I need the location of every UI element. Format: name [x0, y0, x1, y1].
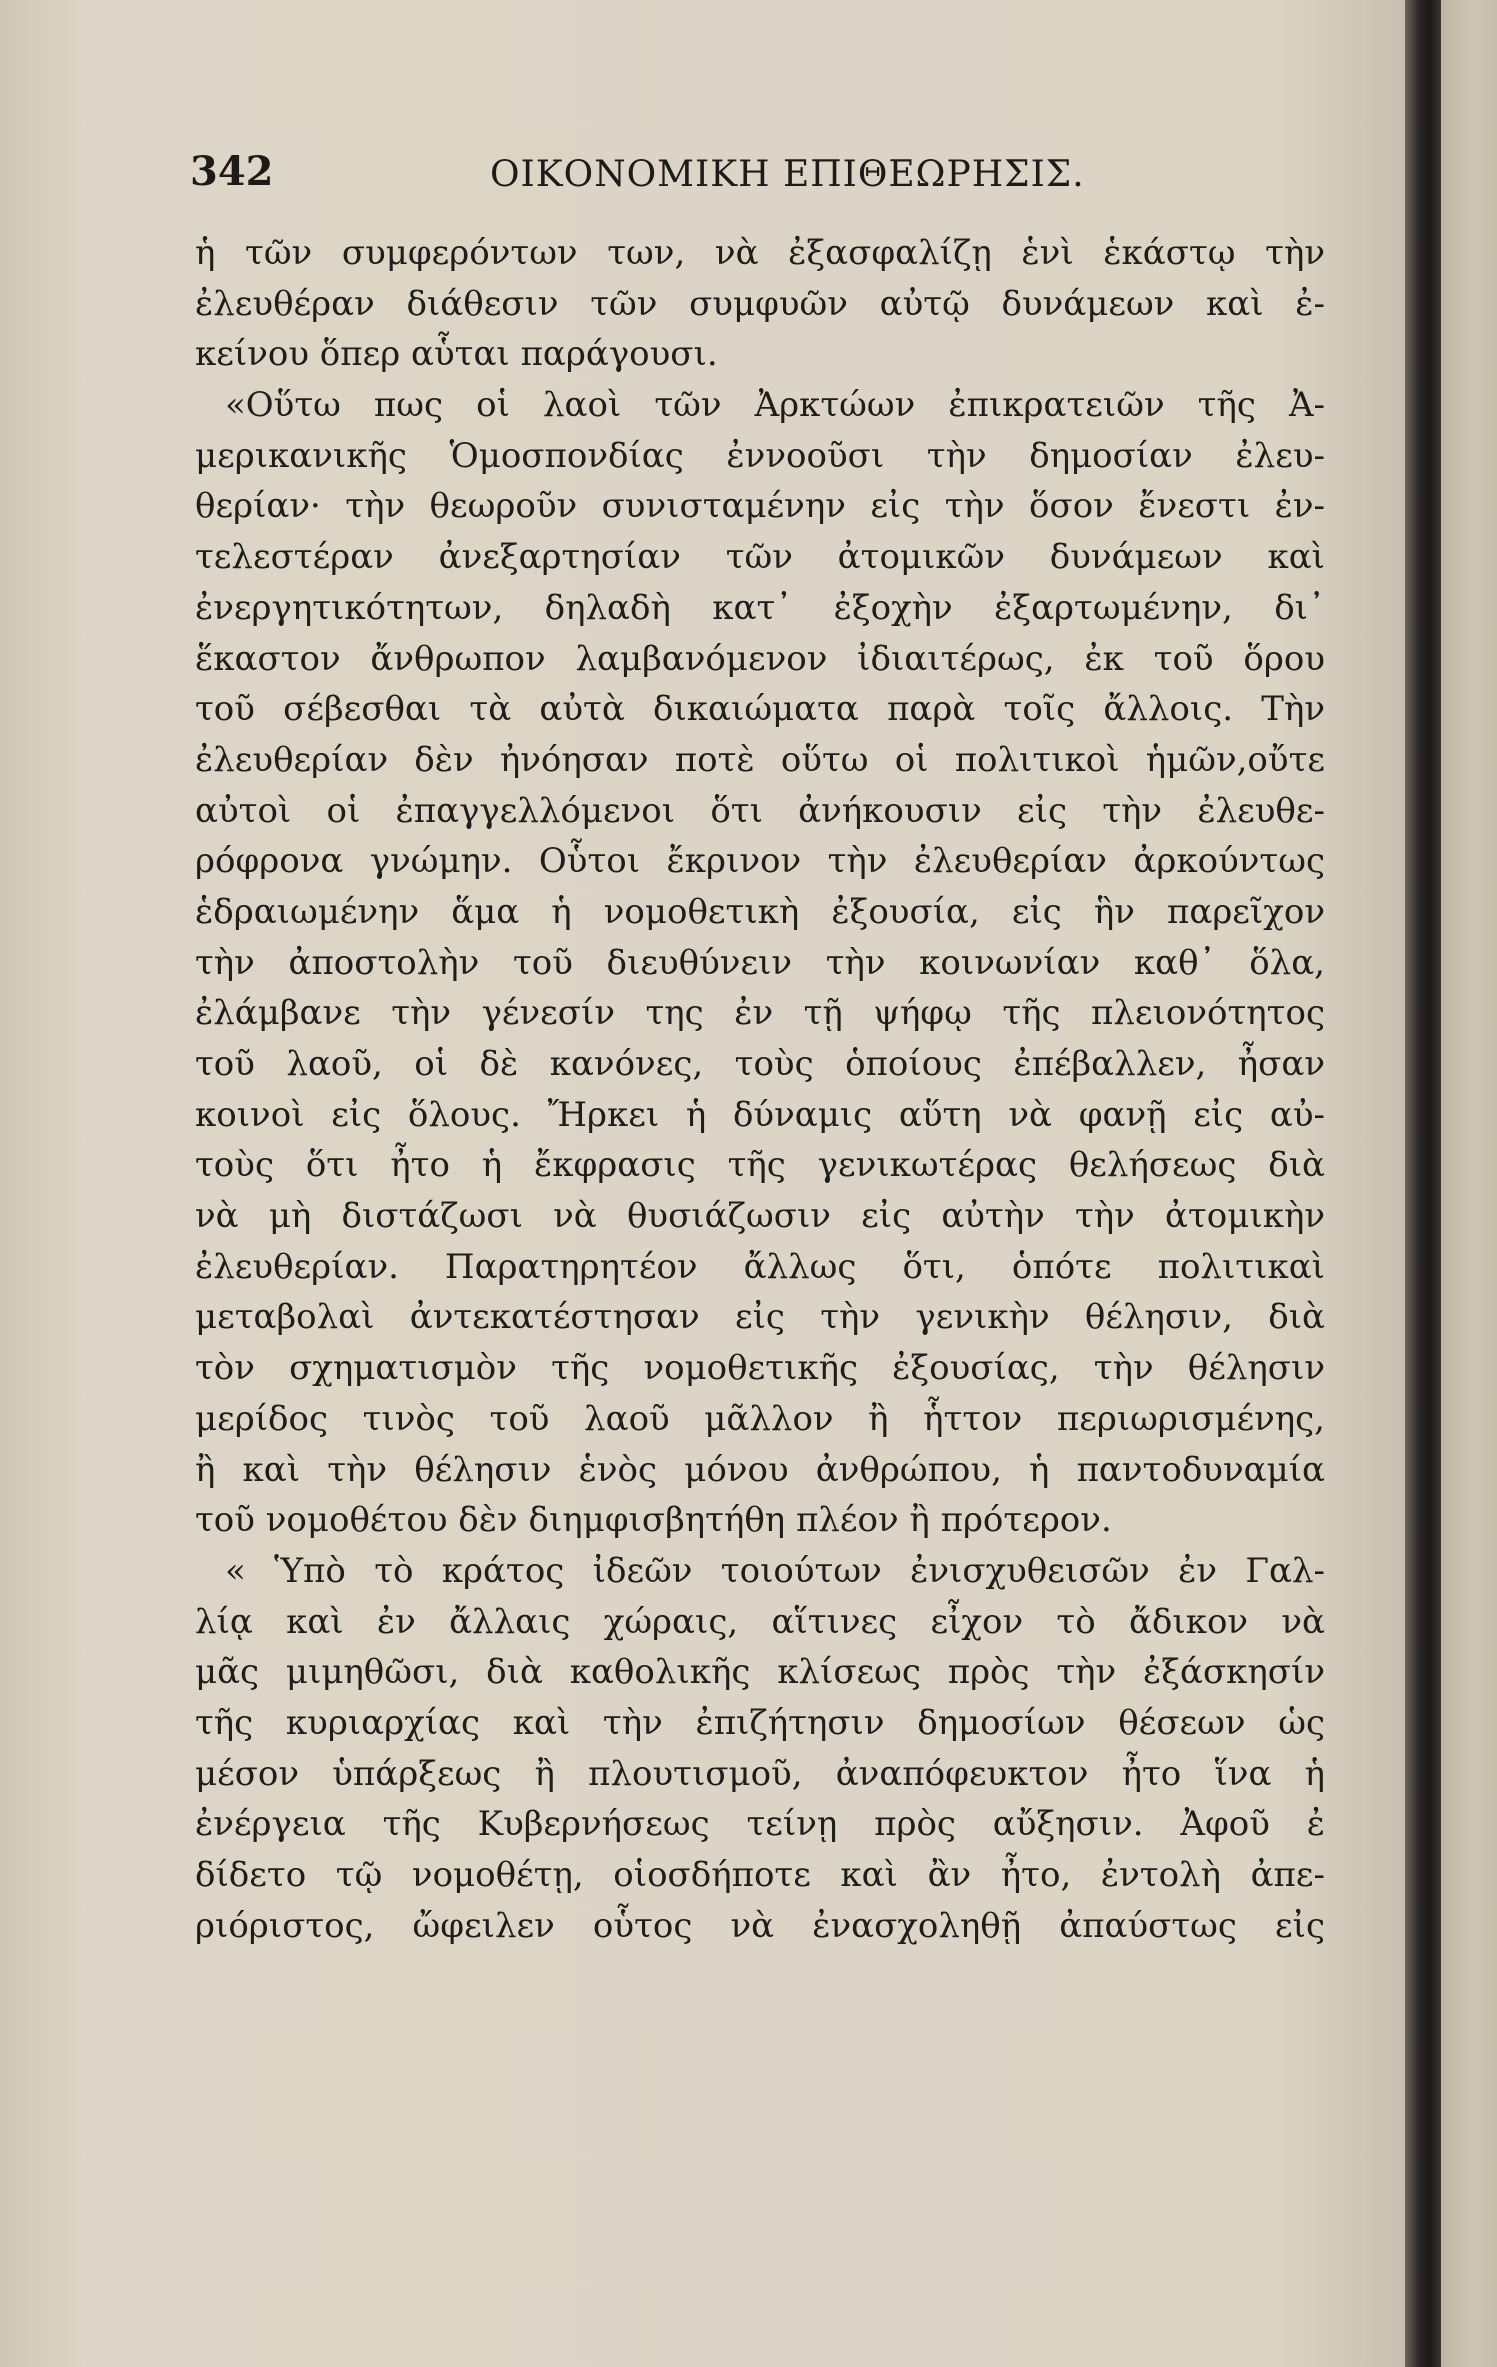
body-text: [195, 228, 1325, 1951]
text-line: τὴν ἀποστολὴν τοῦ διευθύνειν τὴν κοινωνίαν καθ᾽ ὅλα,: [195, 942, 1325, 983]
text-line: ἢ καὶ τὴν θέλησιν ἑνὸς μόνου ἀνθρώπου, ἡ παντοδυναμία: [195, 1449, 1325, 1490]
facing-page-edge: [1441, 0, 1497, 2367]
text-line: νὰ μὴ διστάζωσι νὰ θυσιάζωσιν εἰς αὐτὴν τὴν ἀτομικὴν: [195, 1196, 1325, 1237]
text-line: ἐλευθερίαν. Παρατηρητέον ἄλλως ὅτι, ὁπότε πολιτικαὶ: [195, 1246, 1325, 1287]
text-line: ἑδραιωμένην ἅμα ἡ νομοθετικὴ ἐξουσία, εἰς ἣν παρεῖχον: [195, 891, 1325, 932]
text-line: ριόριστος, ὤφειλεν οὗτος νὰ ἐνασχοληθῇ ἀπαύστως εἰς: [195, 1905, 1325, 1946]
text-line: « Ὑπὸ τὸ κράτος ἰδεῶν τοιούτων ἐνισχυθεισῶν ἐν Γαλ-: [225, 1550, 1325, 1591]
text-line: τοῦ σέβεσθαι τὰ αὐτὰ δικαιώματα παρὰ τοῖς ἄλλοις. Τὴν: [195, 689, 1325, 730]
text-line: μᾶς μιμηθῶσι, διὰ καθολικῆς κλίσεως πρὸς τὴν ἐξάσκησίν: [195, 1652, 1325, 1693]
text-line: τὸν σχηματισμὸν τῆς νομοθετικῆς ἐξουσίας, τὴν θέλησιν: [195, 1348, 1325, 1389]
text-line: ἡ τῶν συμφερόντων των, νὰ ἐξασφαλίζῃ ἑνὶ ἑκάστῳ τὴν: [195, 233, 1325, 273]
text-line: λίᾳ καὶ ἐν ἄλλαις χώραις, αἵτινες εἶχον τὸ ἄδικον νὰ: [195, 1601, 1325, 1642]
text-line: μερικανικῆς Ὁμοσπονδίας ἐννοοῦσι τὴν δημοσίαν ἐλευ-: [195, 435, 1325, 476]
page-header: [190, 148, 1320, 208]
text-line: ρόφρονα γνώμην. Οὗτοι ἔκρινον τὴν ἐλευθερίαν ἀρκούντως: [195, 841, 1325, 882]
text-line: ἐλευθέραν διάθεσιν τῶν συμφυῶν αὐτῷ δυνάμεων καὶ ἐ-: [195, 283, 1325, 324]
text-line: ἐλευθερίαν δὲν ἠνόησαν ποτὲ οὕτω οἱ πολιτικοὶ ἡμῶν,οὔτε: [195, 739, 1325, 780]
text-line: ἐλάμβανε τὴν γένεσίν της ἐν τῇ ψήφῳ τῆς πλειονότητος: [195, 993, 1325, 1034]
text-line: μερίδος τινὸς τοῦ λαοῦ μᾶλλον ἢ ἧττον περιωρισμένης,: [195, 1398, 1325, 1439]
text-line: μέσον ὑπάρξεως ἢ πλουτισμοῦ, ἀναπόφευκτον ἦτο ἵνα ἡ: [195, 1753, 1325, 1794]
text-line: θερίαν· τὴν θεωροῦν συνισταμένην εἰς τὴν ὅσον ἔνεστι ἐν-: [195, 486, 1325, 527]
text-line: τελεστέραν ἀνεξαρτησίαν τῶν ἀτομικῶν δυνάμεων καὶ: [195, 537, 1325, 578]
text-line: αὐτοὶ οἱ ἐπαγγελλόμενοι ὅτι ἀνήκουσιν εἰς τὴν ἐλευθε-: [195, 790, 1325, 831]
text-line: ἕκαστον ἄνθρωπον λαμβανόμενον ἰδιαιτέρως, ἐκ τοῦ ὅρου: [195, 638, 1325, 679]
text-line: τοῦ λαοῦ, οἱ δὲ κανόνες, τοὺς ὁποίους ἐπέβαλλεν, ἦσαν: [195, 1044, 1325, 1084]
text-line: κείνου ὅπερ αὗται παράγουσι.: [195, 334, 718, 375]
text-line: τοὺς ὅτι ἦτο ἡ ἔκφρασις τῆς γενικωτέρας θελήσεως διὰ: [195, 1145, 1325, 1186]
text-line: μεταβολαὶ ἀντεκατέστησαν εἰς τὴν γενικὴν θέλησιν, διὰ: [195, 1297, 1325, 1338]
text-line: ἐνεργητικότητων, δηλαδὴ κατ᾽ ἐξοχὴν ἐξαρτωμένην, δι᾽: [195, 587, 1325, 628]
running-head: ΟΙΚΟΝΟΜΙΚΗ ΕΠΙΘΕΩΡΗΣΙΣ.: [490, 154, 1085, 195]
text-line: δίδετο τῷ νομοθέτῃ, οἱοσδήποτε καὶ ἂν ἦτο, ἐντολὴ ἀπε-: [195, 1855, 1325, 1895]
text-line: «Οὕτω πως οἱ λαοὶ τῶν Ἀρκτώων ἐπικρατειῶν τῆς Ἀ-: [225, 385, 1325, 426]
page-number: 342: [190, 148, 274, 195]
text-line: τῆς κυριαρχίας καὶ τὴν ἐπιζήτησιν δημοσίων θέσεων ὡς: [195, 1702, 1325, 1743]
text-line: τοῦ νομοθέτου δὲν διημφισβητήθη πλέον ἢ πρότερον.: [195, 1500, 1112, 1541]
text-line: ἐνέργεια τῆς Κυβερνήσεως τείνῃ πρὸς αὔξησιν. Ἀφοῦ ἐ: [195, 1804, 1325, 1845]
book-gutter: [1405, 0, 1441, 2367]
text-line: κοινοὶ εἰς ὅλους. Ἤρκει ἡ δύναμις αὕτη νὰ φανῇ εἰς αὐ-: [195, 1094, 1325, 1135]
